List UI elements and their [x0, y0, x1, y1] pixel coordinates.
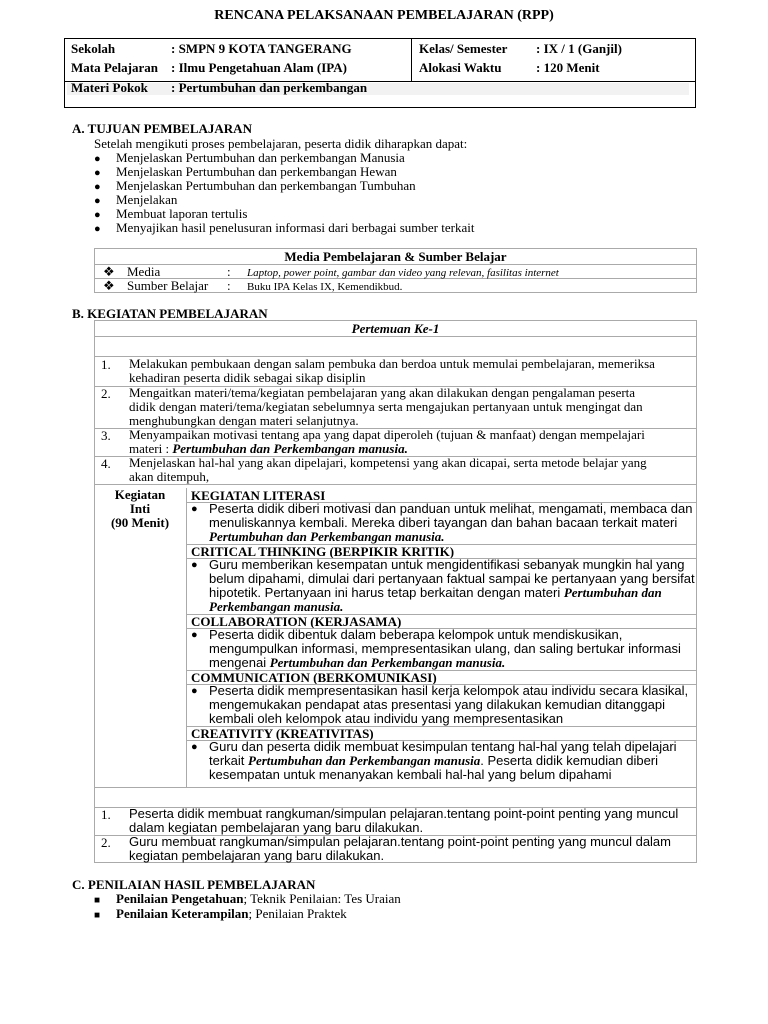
bullet-icon: ● — [191, 503, 198, 515]
item-number: 4. — [101, 456, 111, 471]
square-bullet-icon: ■ — [94, 910, 101, 921]
inti-label-line: (90 Menit) — [110, 515, 170, 530]
assessment-text: ; Penilaian Praktek — [248, 906, 347, 921]
bullet-icon: ● — [94, 181, 101, 193]
bullet-icon: ● — [94, 195, 101, 207]
critical-text: hipotetik. Pertanyaan ini harus tetap berkaitan dengan materi — [209, 585, 564, 600]
creativity-text: terkait — [209, 753, 249, 768]
media-value: Laptop, power point, gambar dan video yang relevan, fasilitas internet — [247, 267, 559, 279]
assessment-label: Penilaian Pengetahuan — [116, 891, 244, 906]
bullet-icon: ● — [94, 209, 101, 221]
bullet-icon: ● — [191, 685, 198, 697]
list-item — [94, 206, 474, 220]
critical-text: belum dipahami, dimulai dari pertanyaan faktual sampai ke pertanyaan yang bersifat — [209, 571, 695, 586]
item-text: materi : — [129, 441, 173, 456]
colon: : — [227, 278, 231, 293]
collaboration-text: mengumpulkan informasi, mempresentasikan ulang, dan saling bertukar informasi — [209, 641, 681, 656]
item-text: Menyampaikan motivasi tentang apa yang dapat diperoleh (tujuan & manfaat) dengan mempelajari — [129, 427, 645, 442]
objective-text: Menjelaskan Pertumbuhan dan perkembangan Manusia — [116, 150, 405, 165]
mapel-value: : Ilmu Pengetahuan Alam (IPA) — [171, 60, 347, 75]
critical-heading: CRITICAL THINKING (BERPIKIR KRITIK) — [191, 544, 455, 559]
divider — [411, 39, 412, 81]
creativity-heading: CREATIVITY (KREATIVITAS) — [191, 726, 374, 741]
item-text: didik dengan materi/tema/kegiatan sebelumnya serta mengajukan pertanyaan untuk mengingat dan — [129, 399, 643, 414]
diamond-icon: ❖ — [103, 264, 115, 279]
literasi-heading: KEGIATAN LITERASI — [191, 488, 326, 503]
media-row — [103, 278, 402, 294]
item-text: Peserta didik membuat rangkuman/simpulan pelajaran.tentang point-point penting yang muncul — [129, 806, 679, 821]
header-info-box — [64, 38, 696, 108]
creativity-text: Guru dan peserta didik membuat kesimpulan tentang hal-hal yang telah dipelajari — [209, 739, 677, 754]
objective-text: Menyajikan hasil penelusuran informasi dari berbagai sumber terkait — [116, 220, 475, 235]
list-item — [94, 192, 474, 206]
item-number: 2. — [101, 835, 111, 850]
item-number: 1. — [101, 357, 111, 372]
communication-heading: COMMUNICATION (BERKOMUNIKASI) — [191, 670, 437, 685]
literasi-text: Peserta didik diberi motivasi dan panduan untuk melihat, mengamati, membaca dan — [209, 501, 693, 516]
objective-text: Menjelaskan Pertumbuhan dan perkembangan Tumbuhan — [116, 178, 416, 193]
meeting-title: Pertemuan Ke-1 — [351, 321, 440, 336]
collaboration-heading: COLLABORATION (KERJASAMA) — [191, 614, 402, 629]
section-a-intro: Setelah mengikuti proses pembelajaran, peserta didik diharapkan dapat: — [94, 136, 468, 151]
objective-text: Membuat laporan tertulis — [116, 206, 248, 221]
list-item — [94, 150, 474, 164]
assessment-label: Penilaian Keterampilan — [116, 906, 249, 921]
alokasi-label: Alokasi Waktu — [419, 60, 502, 75]
item-text: kehadiran peserta didik sebagai sikap disiplin — [129, 370, 366, 385]
creativity-text: . Peserta didik kemudian diberi — [480, 753, 659, 768]
objective-text: Menjelaskan Pertumbuhan dan perkembangan Hewan — [116, 164, 397, 179]
square-bullet-icon: ■ — [94, 895, 101, 906]
bullet-icon: ● — [191, 741, 198, 753]
bullet-icon: ● — [94, 167, 101, 179]
bullet-icon: ● — [191, 629, 198, 641]
item-number: 3. — [101, 428, 111, 443]
collaboration-emphasis: Pertumbuhan dan Perkembangan manusia. — [269, 655, 506, 670]
literasi-emphasis: Pertumbuhan dan Perkembangan manusia. — [209, 529, 445, 544]
objective-text: Menjelakan — [116, 192, 178, 207]
assessment-text: ; Teknik Penilaian: Tes Uraian — [243, 891, 401, 906]
objectives-list — [94, 150, 474, 234]
item-number: 2. — [101, 386, 111, 401]
sumber-value: Buku IPA Kelas IX, Kemendikbud. — [247, 281, 403, 293]
page-title: RENCANA PELAKSANAAN PEMBELAJARAN (RPP) — [214, 8, 554, 23]
literasi-text: menuliskannya kembali. Mereka diberi tayangan dan bahan bacaan terkait materi — [209, 515, 678, 530]
item-number: 1. — [101, 807, 111, 822]
communication-text: kembali oleh kelompok atau individu yang mempresentasikan — [209, 711, 564, 726]
shaded-row — [67, 83, 689, 95]
collaboration-text: Peserta didik dibentuk dalam beberapa kelompok untuk mendiskusikan, — [209, 627, 623, 642]
assessment-item — [94, 906, 347, 922]
section-a-heading: A. TUJUAN PEMBELAJARAN — [72, 121, 252, 136]
inti-label-line: Kegiatan — [114, 487, 166, 502]
item-text: kegiatan pembelajaran yang baru dilakukan. — [129, 848, 385, 863]
sekolah-value: : SMPN 9 KOTA TANGERANG — [171, 41, 352, 56]
item-text: Mengaitkan materi/tema/kegiatan pembelajaran yang akan dilakukan dengan pengalaman peserta — [129, 385, 636, 400]
list-item — [94, 164, 474, 178]
communication-text: mengemukakan pendapat atas presentasi yang dilakukan kemudian ditanggapi — [209, 697, 666, 712]
divider — [95, 336, 696, 337]
item-text: Guru membuat rangkuman/simpulan pelajaran.tentang point-point penting yang muncul dalam — [129, 834, 671, 849]
materi-value: : Pertumbuhan dan perkembangan — [171, 80, 368, 95]
media-label: Media — [127, 264, 161, 279]
section-b-heading: B. KEGIATAN PEMBELAJARAN — [72, 306, 268, 321]
bullet-icon: ● — [191, 559, 198, 571]
divider — [95, 484, 696, 485]
item-text: dalam kegiatan pembelajaran yang baru dilakukan. — [129, 820, 424, 835]
creativity-emphasis: Pertumbuhan dan Perkembangan manusia — [248, 753, 481, 768]
list-item — [94, 220, 474, 234]
kelas-label: Kelas/ Semester — [419, 41, 508, 56]
communication-text: Peserta didik mempresentasikan hasil kerja kelompok atau individu secara klasikal, — [209, 683, 689, 698]
bullet-icon: ● — [94, 153, 101, 165]
critical-text: Guru memberikan kesempatan untuk mengidentifikasi sebanyak mungkin hal yang — [209, 557, 685, 572]
activity-table — [94, 320, 697, 863]
sekolah-label: Sekolah — [71, 41, 116, 56]
item-text: Melakukan pembukaan dengan salam pembuka dan berdoa untuk memulai pembelajaran, memeriksa — [129, 356, 655, 371]
inti-label — [95, 488, 185, 530]
sumber-label: Sumber Belajar — [127, 278, 209, 293]
bullet-icon: ● — [94, 223, 101, 235]
creativity-text: kesempatan untuk menanyakan kembali hal-hal yang belum dipahami — [209, 767, 612, 782]
list-item — [94, 178, 474, 192]
materi-label: Materi Pokok — [71, 80, 148, 95]
assessment-item — [94, 891, 401, 907]
divider — [95, 787, 696, 788]
item-emphasis: Pertumbuhan dan Perkembangan manusia. — [172, 441, 408, 456]
inti-label-line: Inti — [129, 501, 151, 516]
media-table — [94, 248, 697, 293]
kelas-value: : IX / 1 (Ganjil) — [536, 41, 622, 56]
item-text: menghubungkan dengan materi selanjutnya. — [129, 413, 359, 428]
critical-emphasis: Perkembangan manusia. — [209, 599, 344, 614]
alokasi-value: : 120 Menit — [536, 60, 600, 75]
critical-emphasis: Pertumbuhan dan — [563, 585, 662, 600]
divider — [65, 81, 695, 82]
divider — [186, 488, 187, 787]
section-c-heading: C. PENILAIAN HASIL PEMBELAJARAN — [72, 877, 316, 892]
collaboration-text: mengenai — [209, 655, 270, 670]
item-text: Menjelaskan hal-hal yang akan dipelajari, kompetensi yang akan dicapai, serta metode belajar yang — [129, 455, 647, 470]
diamond-icon: ❖ — [103, 278, 115, 293]
media-heading: Media Pembelajaran & Sumber Belajar — [284, 249, 507, 264]
item-text: akan ditempuh, — [129, 469, 210, 484]
mapel-label: Mata Pelajaran — [71, 60, 159, 75]
colon: : — [227, 264, 231, 279]
